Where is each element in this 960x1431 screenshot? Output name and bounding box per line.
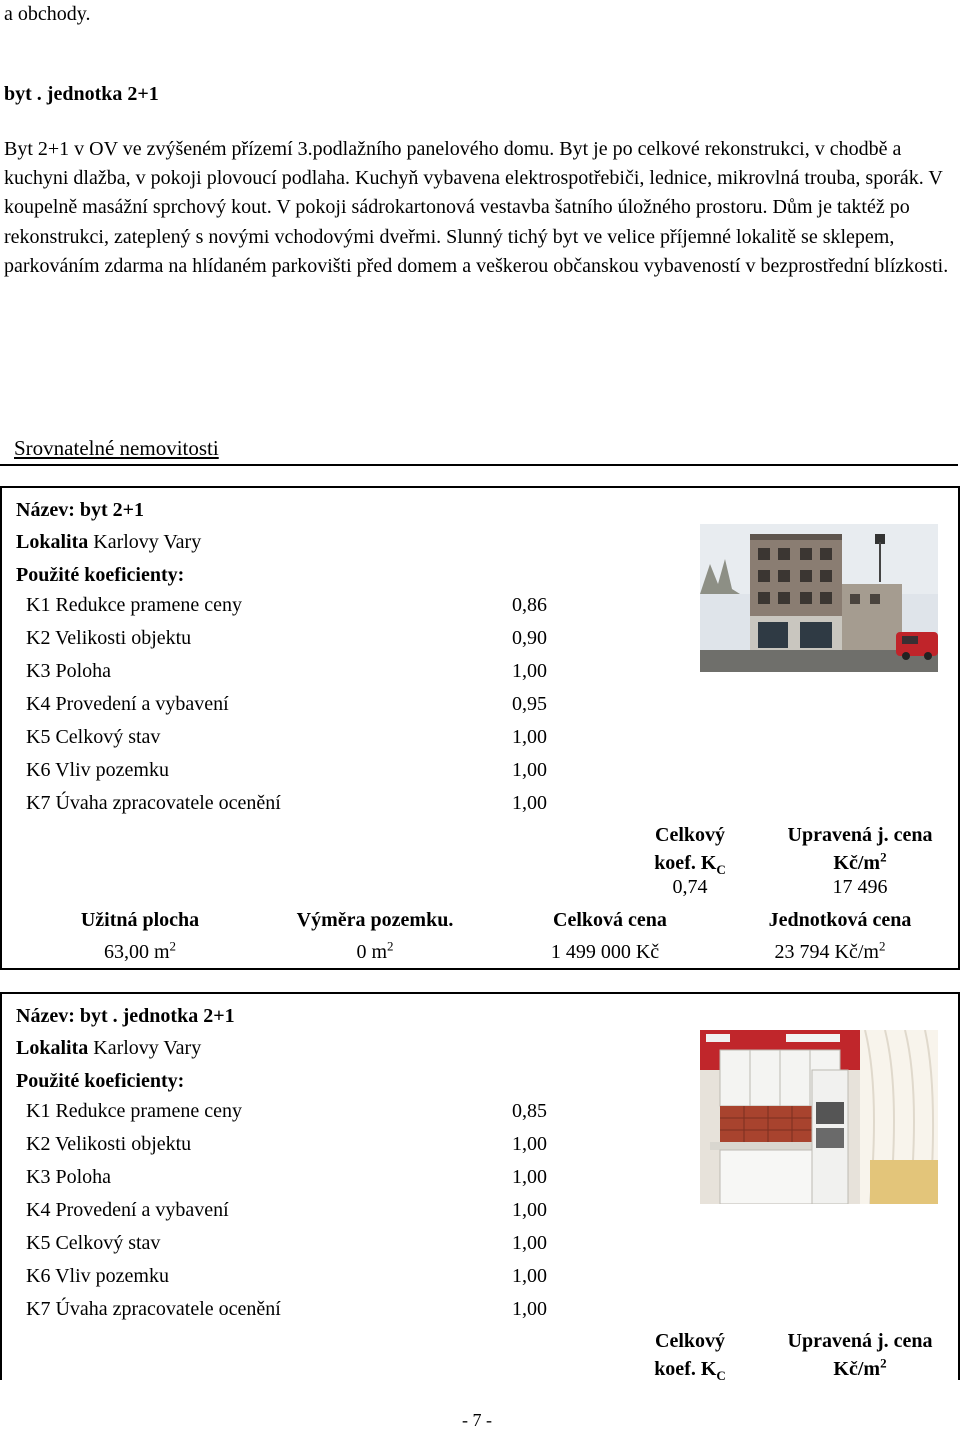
coef-value: 1,00 xyxy=(512,660,547,682)
total-coef-value: 0,74 xyxy=(672,876,708,898)
coef-value: 0,90 xyxy=(512,627,547,649)
unit-price-value: 23 794 $Kč/m^2$ xyxy=(774,938,886,963)
property-name: Název: byt . jednotka 2+1 xyxy=(16,1005,235,1027)
coef-label: K3 Poloha xyxy=(26,660,111,682)
coef-value: 1,00 xyxy=(512,1166,547,1188)
coef-value: 1,00 xyxy=(512,726,547,748)
coef-value: 0,85 xyxy=(512,1100,547,1122)
top-fragment: a obchody. xyxy=(4,3,91,25)
section-rule xyxy=(0,464,958,466)
coef-value: 1,00 xyxy=(512,1133,547,1155)
coef-label: K3 Poloha xyxy=(26,1166,111,1188)
coef-value: 1,00 xyxy=(512,1298,547,1320)
usable-area-header: Užitná plocha xyxy=(80,909,200,931)
building-photo-icon xyxy=(700,524,938,672)
coef-label: K1 Redukce pramene ceny xyxy=(26,1100,243,1122)
adjusted-price-value: 17 496 xyxy=(832,876,888,898)
coef-label: K4 Provedení a vybavení xyxy=(26,693,229,715)
coef-value: 0,95 xyxy=(512,693,547,715)
coef-label: K1 Redukce pramene ceny xyxy=(26,594,243,616)
coef-value: 1,00 xyxy=(512,1232,547,1254)
total-price-header: Celková cena xyxy=(553,909,667,931)
property-photo xyxy=(700,524,938,672)
listing-description: Byt 2+1 v OV ve zvýšeném přízemí 3.podlažního panelového domu. Byt je po celkové rekonstrukci, v chodbě a kuchyni dlažba, v pokoji plovoucí podlaha. Kuchyň vybavena elektrospotřebiči, lednice, mikrovlná trouba, sporák. V koupelně masážní sprchový kout. V pokoji sádrokartonová vestavba šatního úložného prostoru. Dům je taktéž po rekonstrukci, zateplený s novými vchodovými dveřmi. Slunný tichý byt ve velice příjemné lokalitě se sklepem, parkováním zdarma na hlídaném parkovišti před domem a veškerou občanskou vybaveností v bezprostřední blízkosti. xyxy=(4,138,949,277)
property-name: Název: byt 2+1 xyxy=(16,499,145,521)
property-locality: Lokalita Karlovy Vary xyxy=(16,1037,202,1059)
coef-value: 1,00 xyxy=(512,759,547,781)
kitchen-photo-icon xyxy=(700,1030,938,1204)
coef-value: 1,00 xyxy=(512,1265,547,1287)
unit-price-header: Jednotková cena xyxy=(768,909,912,931)
page-number: - 7 - xyxy=(462,1410,492,1430)
coef-label: K2 Velikosti objektu xyxy=(26,627,192,649)
coef-label: K4 Provedení a vybavení xyxy=(26,1199,229,1221)
total-coef-header: Celkový koef. $K_C$ xyxy=(654,824,726,877)
coef-label: K6 Vliv pozemku xyxy=(26,759,169,781)
land-area-header: Výměra pozemku. xyxy=(296,909,454,931)
coef-value: 1,00 xyxy=(512,1199,547,1221)
section-title: Srovnatelné nemovitosti xyxy=(14,436,219,460)
property-card-1 xyxy=(0,486,960,970)
coef-value: 1,00 xyxy=(512,792,547,814)
coef-label: K6 Vliv pozemku xyxy=(26,1265,169,1287)
property-photo xyxy=(700,1030,938,1204)
land-area-value: 0 $m^2$ xyxy=(356,938,394,963)
coef-label: K7 Úvaha zpracovatele ocenění xyxy=(26,792,281,814)
coefficients-heading: Použité koeficienty: xyxy=(16,564,185,586)
usable-area-value: 63,00 $m^2$ xyxy=(103,938,177,963)
property-locality: Lokalita Karlovy Vary xyxy=(16,531,202,553)
coef-label: K2 Velikosti objektu xyxy=(26,1133,192,1155)
listing-heading: byt . jednotka 2+1 xyxy=(4,83,159,105)
adjusted-price-header: Upravená j. cena $Kč/m^2$ xyxy=(787,1330,933,1380)
property-card-2 xyxy=(0,992,960,1383)
adjusted-price-header: Upravená j. cena $Kč/m^2$ xyxy=(787,824,933,874)
coef-label: K7 Úvaha zpracovatele ocenění xyxy=(26,1298,281,1320)
coef-label: K5 Celkový stav xyxy=(26,726,161,748)
coefficients-heading: Použité koeficienty: xyxy=(16,1070,185,1092)
total-price-value: 1 499 000 Kč xyxy=(550,941,660,963)
coef-value: 0,86 xyxy=(512,594,547,616)
total-coef-header: Celkový koef. $K_C$ xyxy=(654,1330,726,1383)
coef-label: K5 Celkový stav xyxy=(26,1232,161,1254)
